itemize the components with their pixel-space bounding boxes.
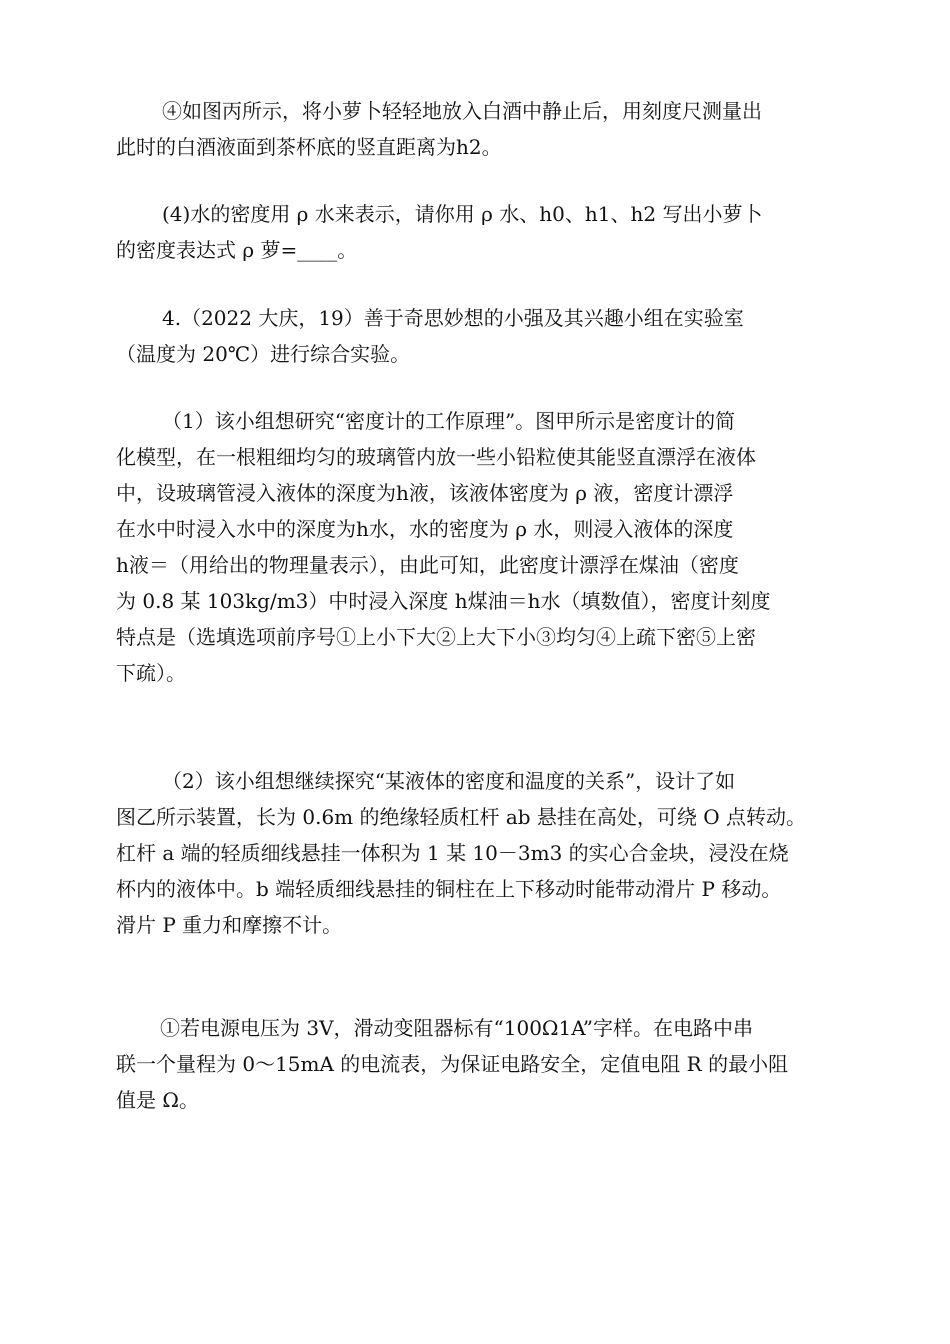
text-line: 特点是（选填选项前序号①上小下大②上大下小③均匀④上疏下密⑤上密: [116, 625, 756, 649]
text-line: （1）该小组想研究“密度计的工作原理”。图甲所示是密度计的简: [162, 409, 736, 433]
text-line: ④如图丙所示，将小萝卜轻轻地放入白酒中静止后，用刻度尺测量出: [162, 99, 762, 123]
paragraph-step4: [116, 93, 836, 165]
text-line: 滑片 P 重力和摩擦不计。: [116, 913, 343, 937]
paragraph-problem-4-intro: [116, 300, 836, 372]
text-line: (4)水的密度用 ρ 水来表示，请你用 ρ 水、h0、h1、h2 写出小萝卜: [162, 202, 763, 226]
text-line: 化模型，在一根粗细均匀的玻璃管内放一些小铅粒使其能竖直漂浮在液体: [116, 445, 756, 469]
text-line: 为 0.8 某 103kg/m3）中时浸入深度 h煤油＝h水（填数值），密度计刻度: [116, 589, 771, 613]
text-line: 下疏）。: [116, 661, 186, 685]
text-line: 杠杆 a 端的轻质细线悬挂一体积为 1 某 10－3m3 的实心合金块，浸没在烧: [116, 841, 789, 865]
paragraph-part-2-lever: [116, 763, 836, 943]
text-line: 的密度表达式 ρ 萝=____。: [116, 238, 358, 262]
text-line: 4.（2022 大庆，19）善于奇思妙想的小强及其兴趣小组在实验室: [162, 306, 744, 330]
text-line: （2）该小组想继续探究“某液体的密度和温度的关系”，设计了如: [162, 769, 736, 793]
text-line: ①若电源电压为 3V，滑动变阻器标有“100Ω1A”字样。在电路中串: [160, 1016, 753, 1040]
text-line: h液＝（用给出的物理量表示），由此可知，此密度计漂浮在煤油（密度: [116, 553, 739, 577]
text-line: 在水中时浸入水中的深度为h水，水的密度为 ρ 水，则浸入液体的深度: [116, 517, 734, 541]
text-line: 杯内的液体中。b 端轻质细线悬挂的铜柱在上下移动时能带动滑片 P 移动。: [116, 877, 782, 901]
text-line: 值是 Ω。: [116, 1088, 199, 1112]
text-line: 联一个量程为 0～15mA 的电流表，为保证电路安全，定值电阻 R 的最小阻: [116, 1052, 789, 1076]
paragraph-question-4-density-expression: [116, 196, 836, 268]
paragraph-part-1-hydrometer: [116, 403, 836, 691]
paragraph-circuit-resistance: [116, 1010, 836, 1118]
text-line: （温度为 20℃）进行综合实验。: [116, 342, 411, 366]
text-line: 图乙所示装置，长为 0.6m 的绝缘轻质杠杆 ab 悬挂在高处，可绕 O 点转动。: [116, 805, 807, 829]
text-line: 此时的白酒液面到茶杯底的竖直距离为h2。: [116, 135, 502, 159]
text-line: 中，设玻璃管浸入液体的深度为h液，该液体密度为 ρ 液，密度计漂浮: [116, 481, 734, 505]
